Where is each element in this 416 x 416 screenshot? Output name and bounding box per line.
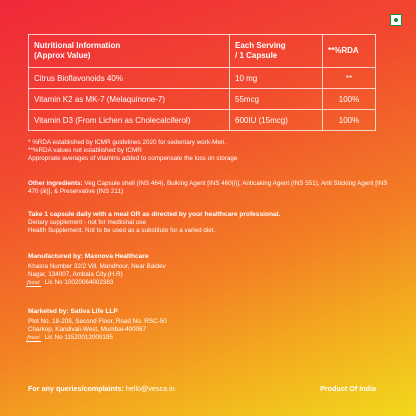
- ingredients-text: Veg Capsule shell (INS 464), Bulking Agent [INS 460(i)], Anticaking Agent (INS 551), Anti Sticking Agent [INS 470 (iii)], & Preservative (INS 211): [28, 180, 388, 195]
- marketer-license: [28, 334, 388, 342]
- veg-symbol-icon: [390, 14, 402, 26]
- nutrient-rda: 100%: [323, 110, 376, 131]
- marketer-address: Plot No. 18-208, Second Floor, Road No. RSC-50: [28, 318, 167, 325]
- nutrient-name: Vitamin K2 as MK-7 (Melaquinone-7): [29, 89, 230, 110]
- header-nutritional-information: Nutritional Information (Approx Value): [29, 35, 230, 68]
- table-row: [29, 68, 376, 89]
- dosage-note: Dietary supplement - not for medicinal use: [28, 219, 146, 226]
- manufacturer-title: Manufactured by: Maxnova Healthcare: [28, 253, 149, 260]
- header-each-serving: Each Serving / 1 Capsule: [230, 35, 323, 68]
- dosage-note: Health Supplement. Not to be used as a substitute for a varied diet.: [28, 227, 216, 234]
- nutrient-amount: 600IU (15mcg): [230, 110, 323, 131]
- marketer-address: Charkop, Kandivali-West, Mumbai-400067: [28, 326, 147, 333]
- nutrient-rda: **: [323, 68, 376, 89]
- other-ingredients: [28, 180, 388, 196]
- footer: [28, 384, 376, 393]
- manufacturer-license: [28, 279, 388, 287]
- marketer-title: Marketed by: Sativa Life LLP: [28, 308, 118, 315]
- ingredients-label: Other ingredients:: [28, 180, 83, 187]
- queries-label: For any queries/complaints:: [28, 384, 124, 393]
- dosage-instruction: Take 1 capsule daily with a meal OR as directed by your healthcare professional.: [28, 211, 281, 218]
- fssai-logo-icon: fssai: [27, 279, 40, 286]
- nutrient-rda: 100%: [323, 89, 376, 110]
- manufacturer-address: Nagar, 134007, Ambala City.(H.R): [28, 271, 123, 278]
- license-number: Lic No 10020064002383: [44, 279, 114, 286]
- table-row: [29, 89, 376, 110]
- country-of-origin: Product Of India: [320, 384, 376, 393]
- rda-note: * %RDA established by ICMR guidelines 2020 for sedentary work-Men.: [28, 139, 227, 146]
- nutrient-name: Citrus Bioflavonoids 40%: [29, 68, 230, 89]
- fssai-logo-icon: fssai: [27, 334, 40, 341]
- dosage-section: [28, 211, 388, 235]
- contact-line: [28, 384, 175, 393]
- table-row: [29, 110, 376, 131]
- nutrient-amount: 10 mg: [230, 68, 323, 89]
- rda-note: Appropriate averages of vitamins added to compensate the loss on storage: [28, 155, 238, 162]
- contact-email[interactable]: hello@vesca.in: [125, 384, 175, 393]
- rda-note: **%RDA values not established by ICMR: [28, 147, 142, 154]
- rda-notes: [28, 139, 388, 163]
- marketer-section: [28, 308, 388, 342]
- license-number: Lic No 11520012000195: [44, 334, 113, 341]
- header-rda: **%RDA: [323, 35, 376, 68]
- nutrient-name: Vitamin D3 (From Lichen as Cholecalciferol): [29, 110, 230, 131]
- nutrition-header-row: [29, 35, 376, 68]
- nutrition-table: [28, 34, 376, 131]
- nutrient-amount: 55mcg: [230, 89, 323, 110]
- manufacturer-section: [28, 253, 388, 287]
- manufacturer-address: Khasra Number 32/2 Vill. Mandhour, Near Baldev: [28, 263, 166, 270]
